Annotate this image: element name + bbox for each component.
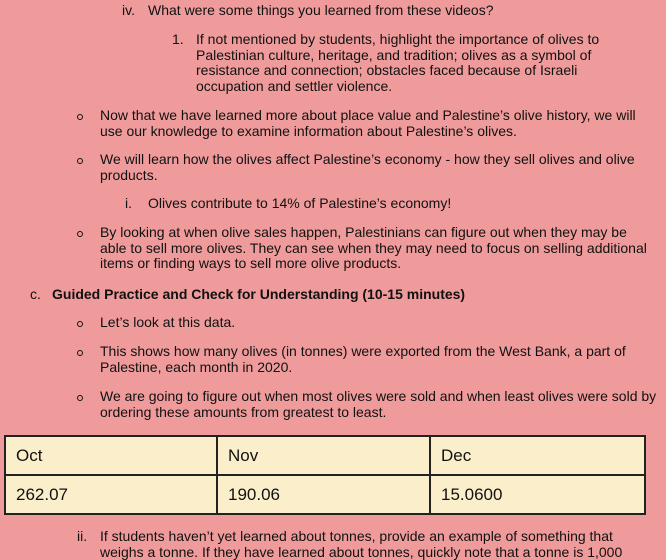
list-marker-iv: iv. [122, 2, 135, 18]
bullet-icon [77, 350, 83, 356]
table-header-row [5, 436, 645, 475]
bullet-icon [77, 158, 83, 164]
bullet-olive-sales: By looking at when olive sales happen, Palestinians can figure out when they may be able to sell more olives. They can see when they may need to focus on selling additional items or finding ways to sell more olive products. [100, 224, 647, 271]
question-iv: What were some things you learned from these videos? [148, 2, 494, 18]
table-header-cell: Dec [430, 436, 645, 475]
table-header-cell: Oct [5, 436, 217, 475]
list-marker-1: 1. [172, 31, 184, 47]
table-cell: 15.0600 [430, 475, 645, 514]
list-marker-ii: ii. [77, 528, 88, 544]
olive-export-table [4, 435, 646, 515]
question-iv-note: If not mentioned by students, highlight the importance of olives to Palestinian culture, heritage, and tradition; olives as a symbol of resistance and connection; obstacles faced because of Israeli occupation and settler violence. [196, 31, 600, 94]
table-cell: 190.06 [217, 475, 430, 514]
bullet-icon [77, 114, 83, 120]
section-marker-c: c. [30, 286, 41, 302]
bullet-ordering-task: We are going to figure out when most olives were sold and when least olives were sold by ordering these amounts from greatest to least. [100, 388, 657, 420]
table-row [5, 475, 645, 514]
bullet-icon [77, 321, 83, 327]
bullet-economy: We will learn how the olives affect Palestine’s economy - how they sell olives and olive products. [100, 151, 635, 183]
economy-fact: Olives contribute to 14% of Palestine’s economy! [148, 195, 452, 211]
tonnes-note: If students haven’t yet learned about tonnes, provide an example of something that weighs a tonne. If they have learned about tonnes, quickly note that a tonne is 1,000 [100, 528, 623, 560]
section-heading-guided-practice: Guided Practice and Check for Understanding (10-15 minutes) [52, 286, 466, 302]
bullet-icon [77, 231, 83, 237]
bullet-look-at-data: Let’s look at this data. [100, 314, 236, 330]
table-header-cell: Nov [217, 436, 430, 475]
bullet-icon [77, 395, 83, 401]
bullet-data-description: This shows how many olives (in tonnes) were exported from the West Bank, a part of Palestine, each month in 2020. [100, 343, 626, 375]
bullet-place-value: Now that we have learned more about place value and Palestine’s olive history, we will use our knowledge to examine information about Palestine’s olives. [100, 107, 636, 139]
table-cell: 262.07 [5, 475, 217, 514]
list-marker-i: i. [125, 195, 132, 211]
